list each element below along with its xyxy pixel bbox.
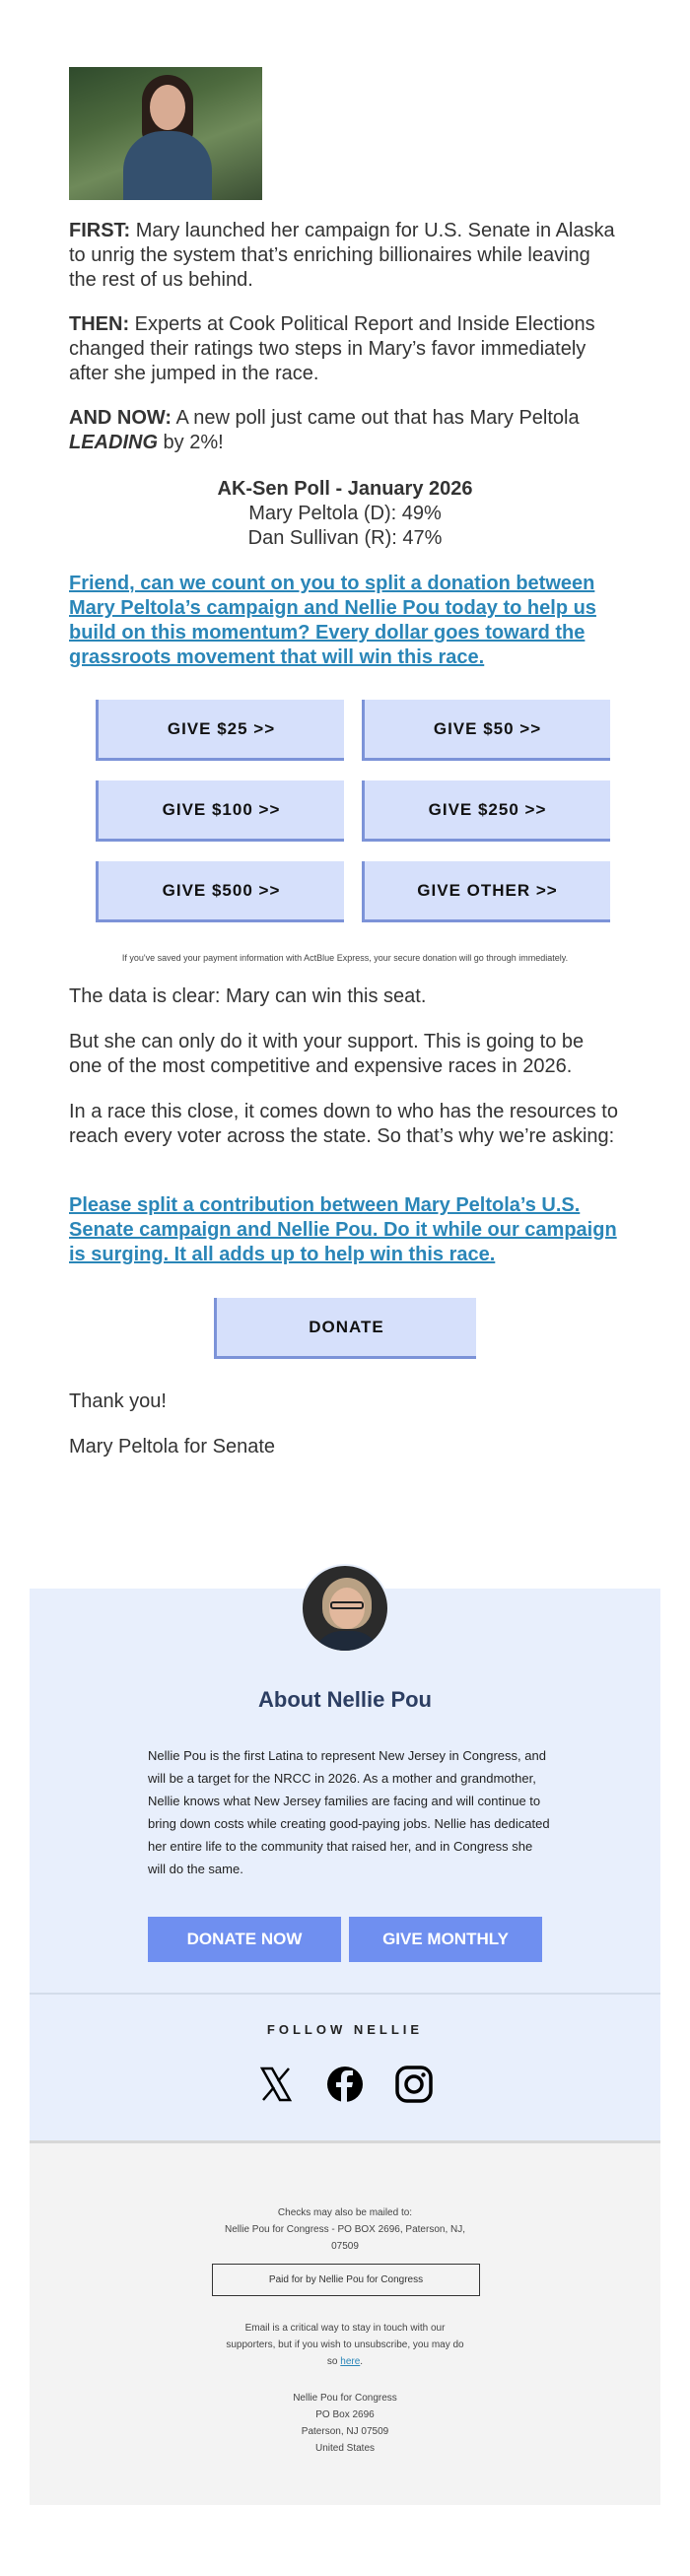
facebook-icon[interactable] — [325, 2065, 365, 2104]
poll-title: AK-Sen Poll - January 2026 — [217, 478, 473, 500]
give-500-button[interactable]: GIVE $500 >> — [96, 861, 344, 922]
contribution-appeal-link[interactable]: Please split a contribution between Mary Peltola’s U.S. Senate campaign and Nellie Pou. Do it while our campaign is surging. It all adds up to help win this race. — [69, 1194, 617, 1265]
body-paragraph-1: The data is clear: Mary can win this seat. — [69, 985, 427, 1007]
donate-now-button[interactable]: DONATE NOW — [148, 1917, 341, 1962]
about-title: About Nellie Pou — [258, 1687, 432, 1712]
instagram-icon[interactable] — [394, 2065, 434, 2104]
give-25-button[interactable]: GIVE $25 >> — [96, 700, 344, 761]
checks-mail-note: Checks may also be mailed to: Nellie Pou for Congress - PO BOX 2696, Paterson, NJ, 07509 — [225, 2207, 465, 2252]
then-paragraph: THEN: Experts at Cook Political Report and Inside Elections changed their ratings two steps in Mary’s favor immediately after she jumped in the race. — [69, 313, 595, 384]
thank-you: Thank you! — [69, 1390, 167, 1412]
about-text: Nellie Pou is the first Latina to represent New Jersey in Congress, and will be a target for the NRCC in 2026. As a mother and grandmother, Nellie knows what New Jersey families are facing and will continue to bring down costs while creating good-paying jobs. Nellie has dedicated her entire life to the community that raised her, and in Congress she will do the same. — [148, 1748, 550, 1876]
unsubscribe-link[interactable]: here — [340, 2356, 361, 2367]
paid-for-box: Paid for by Nellie Pou for Congress — [212, 2264, 480, 2296]
body-paragraph-3: In a race this close, it comes down to who has the resources to reach every voter across the state. So that’s why we’re asking: — [69, 1101, 618, 1147]
actblue-fine-print: If you've saved your payment information with ActBlue Express, your secure donation will go through immediately. — [121, 953, 569, 963]
follow-title: FOLLOW NELLIE — [266, 2022, 424, 2037]
unsubscribe-note: Email is a critical way to stay in touch with our supporters, but if you wish to unsubscribe, you may do so here. — [226, 2323, 464, 2367]
now-label: AND NOW: — [69, 407, 172, 429]
first-paragraph: FIRST: Mary launched her campaign for U.S. Senate in Alaska to unrig the system that’s enriching billionaires while leaving the rest of us behind. — [69, 220, 615, 291]
then-label: THEN: — [69, 313, 130, 335]
nellie-avatar — [301, 1564, 389, 1653]
email-container — [30, 0, 660, 2576]
body-paragraph-2: But she can only do it with your support. This is going to be one of the most competitive and expensive races in 2026. — [69, 1031, 585, 1077]
give-other-button[interactable]: GIVE OTHER >> — [362, 861, 610, 922]
donate-button[interactable]: DONATE — [214, 1298, 476, 1359]
first-label: FIRST: — [69, 220, 131, 241]
donation-appeal-link[interactable]: Friend, can we count on you to split a donation between Mary Peltola’s campaign and Nellie Pou today to help us build on this momentum? Every dollar goes toward the grassroots movement that will win this race. — [69, 573, 596, 668]
signature: Mary Peltola for Senate — [69, 1436, 275, 1457]
give-50-button[interactable]: GIVE $50 >> — [362, 700, 610, 761]
x-icon[interactable] — [256, 2065, 296, 2104]
poll-line-peltola: Mary Peltola (D): 49% — [248, 503, 442, 524]
now-paragraph: AND NOW: A new poll just came out that has Mary Peltola LEADING by 2%! — [69, 407, 580, 453]
give-100-button[interactable]: GIVE $100 >> — [96, 780, 344, 842]
give-monthly-button[interactable]: GIVE MONTHLY — [349, 1917, 542, 1962]
candidate-photo — [69, 67, 262, 200]
poll-line-sullivan: Dan Sullivan (R): 47% — [247, 527, 443, 549]
give-250-button[interactable]: GIVE $250 >> — [362, 780, 610, 842]
mailing-address: Nellie Pou for Congress PO Box 2696 Paterson, NJ 07509 United States — [293, 2393, 397, 2454]
poll-box — [69, 477, 621, 551]
